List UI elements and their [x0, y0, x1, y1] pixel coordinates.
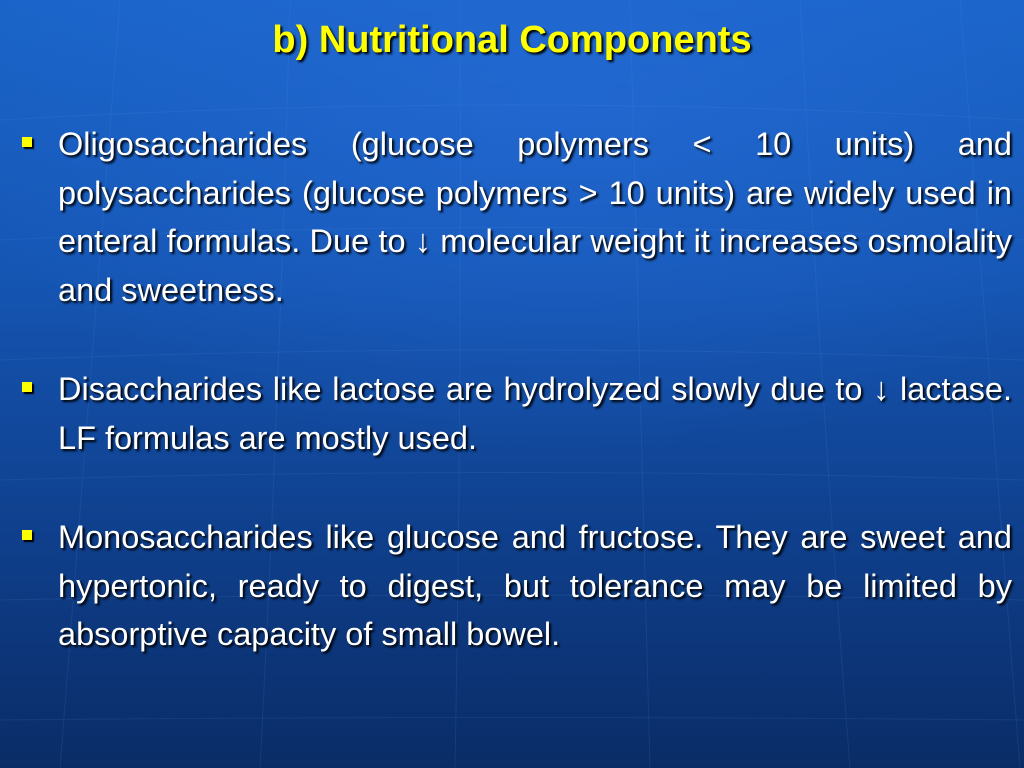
bullet-text: Disaccharides like lactose are hydrolyzed slowly due to ↓ lactase. LF formulas are mostly used. [58, 371, 1012, 456]
square-bullet-icon [22, 137, 32, 147]
square-bullet-icon [22, 530, 32, 540]
bullet-list [20, 120, 1012, 659]
bullet-item-oligosaccharides [20, 120, 1012, 314]
bullet-item-monosaccharides [20, 513, 1012, 659]
square-bullet-icon [22, 382, 32, 392]
bullet-text: Monosaccharides like glucose and fructose. They are sweet and hypertonic, ready to digest, but tolerance may be limited by absorptive capacity of small bowel. [58, 519, 1012, 652]
bullet-text: Oligosaccharides (glucose polymers < 10 units) and polysaccharides (glucose polymers > 10 units) are widely used in enteral formulas. Due to ↓ molecular weight it increases osmolality and sweetness. [58, 126, 1012, 308]
bullet-item-disaccharides [20, 365, 1012, 462]
slide-title: b) Nutritional Components [272, 19, 752, 61]
